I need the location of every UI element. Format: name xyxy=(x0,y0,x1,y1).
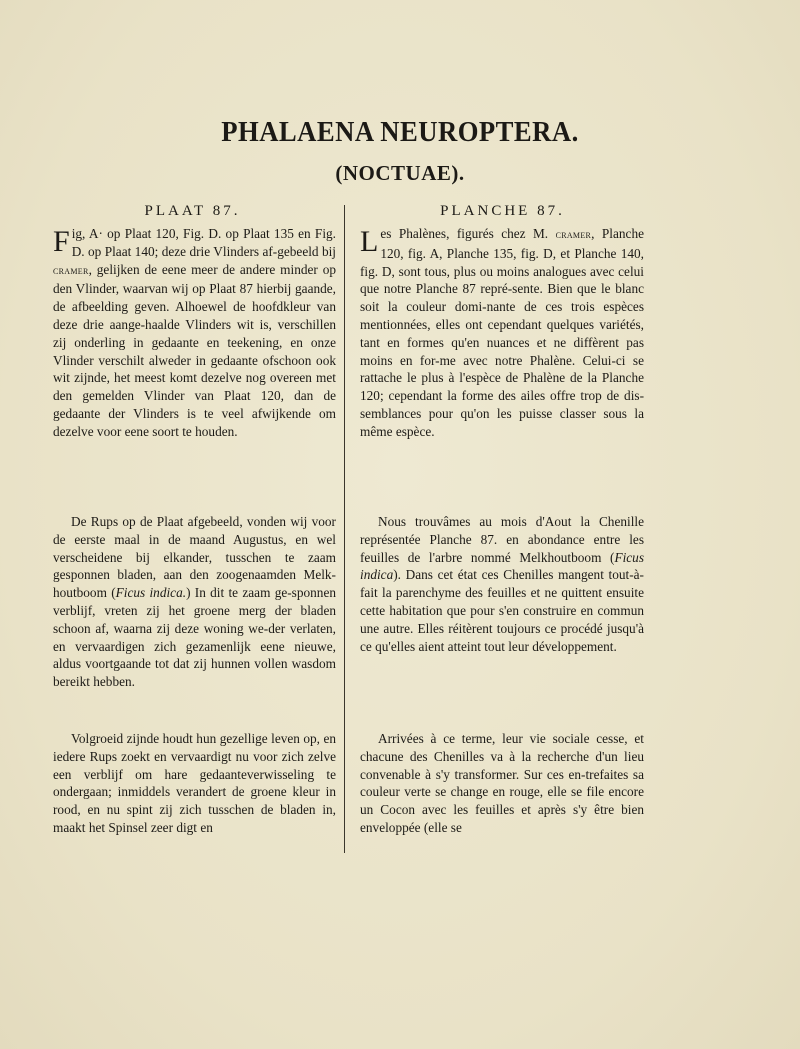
page-title: PHALAENA NEUROPTERA. xyxy=(221,116,579,148)
column-divider xyxy=(344,205,345,853)
right-p2-text-a: Nous trouvâmes au mois d'Aout la Chenille représentée Planche 87. en abondance entre les feuilles de l'arbre nommé Melkhoutboom ( xyxy=(360,514,644,565)
left-paragraph-2 xyxy=(53,513,336,691)
left-paragraph-3 xyxy=(53,730,336,837)
right-p3-text: Arrivées à ce terme, leur vie sociale cesse, et chacune des Chenilles va à la recherche d'un lieu convenable à s'y transformer. Sur ces en-trefaites sa couleur verte se change en rouge, elle se file encore un Cocon avec les feuilles et après s'y être bien enveloppée (elle se xyxy=(360,731,644,835)
page-subtitle: (NOCTUAE). xyxy=(335,161,465,185)
right-paragraph-3 xyxy=(360,730,644,837)
author-name-cramer-fr: cramer xyxy=(555,229,592,241)
left-p2-species: Ficus indica. xyxy=(115,585,187,601)
right-paragraph-1 xyxy=(360,225,644,441)
left-p1-text-b: , gelijken de eene meer de andere minder op den Vlinder, waarvan wij op Plaat 87 hierbij gaande, de afbeelding geven. Alhoewel de hoofdkleur van deze drie aange-haalde Vlinders wit is, verschillen zij onderling in gedaante en teekening, en onze Vlinder verschilt alweder in gedaante ofschoon ook wit zijnde, het meest komt dezelve nog overeen met den gemelden Vlinder van Plaat 120, dan de gedaante der Vlinders is te veel afwijkende om dezelve voor eene soort te houden. xyxy=(53,261,336,439)
author-name-cramer: cramer xyxy=(53,264,89,277)
right-p1-text-b: , Planche 120, fig. A, Planche 135, fig. D, et Planche 140, fig. D, sont tous, plus ou moins analogues avec celui que notre Planche 87 repré-sente. Bien que le blanc soit la couleur domi-nante de ces trois espèces mentionnées, elles ont cependant quelques variétés, tant en formes qu'en nuances et ne diffèrent pas moins en for-me avec notre Phalène. Celui-ci se rattache le plus à l'espèce de Phalène de la Planche 120; cependant la forme des ailes offre trop de dis-semblances pour qu'on les puisse classer sous la même espèce. xyxy=(360,226,644,439)
left-column-heading: PLAAT 87. xyxy=(144,203,241,219)
right-p1-text-a: es Phalènes, figurés chez M. xyxy=(380,226,556,241)
drop-cap-f: F xyxy=(53,225,70,258)
right-p2-species: Ficus indica xyxy=(360,549,644,583)
right-paragraph-2 xyxy=(360,513,644,655)
left-p3-text: Volgroeid zijnde houdt hun gezellige leven op, en iedere Rups zoekt en vervaardigt nu voor zich zelve een verblijf om hare gedaanteverwisseling te ondergaan; inmiddels verandert de groene kleur in rood, en nu spint zij zich tusschen de bladen in, maakt het Spinsel zeer digt en xyxy=(53,731,336,835)
left-p1-text-a: ig, A· op Plaat 120, Fig. D. op Plaat 135 en Fig. D. op Plaat 140; deze drie Vlinders af-gebeeld bij xyxy=(71,226,336,259)
left-p2-text-b: ) In dit te zaam ge-sponnen verblijf, vreten zij het groene merg der bladen schoon af, waarna zij deze woning we-der verlaten, en vervaardigen zich gezamenlijk eene nieuwe, aldus voortgaande tot dat zij hunnen vollen wasdom bereikt hebben. xyxy=(53,585,336,690)
drop-cap-l: L xyxy=(360,225,379,258)
right-p2-text-b: ). Dans cet état ces Chenilles mangent tout-à-fait la parenchyme des feuilles et ne quittent ensuite cette habitation que pour s'en construire en commun une autre. Elles réitèrent toujours ce procédé jusqu'à ce qu'elles aient atteint tout leur développement. xyxy=(360,567,644,654)
left-p2-text-a: De Rups op de Plaat afgebeeld, vonden wij voor de eerste maal in de maand Augustus, en wel verscheidene bij elkander, tusschen te zaam gesponnen bladen, aan den zoogenaamden Melk-houtboom ( xyxy=(53,514,336,601)
left-paragraph-1 xyxy=(53,225,336,441)
right-column-heading: PLANCHE 87. xyxy=(440,203,565,219)
